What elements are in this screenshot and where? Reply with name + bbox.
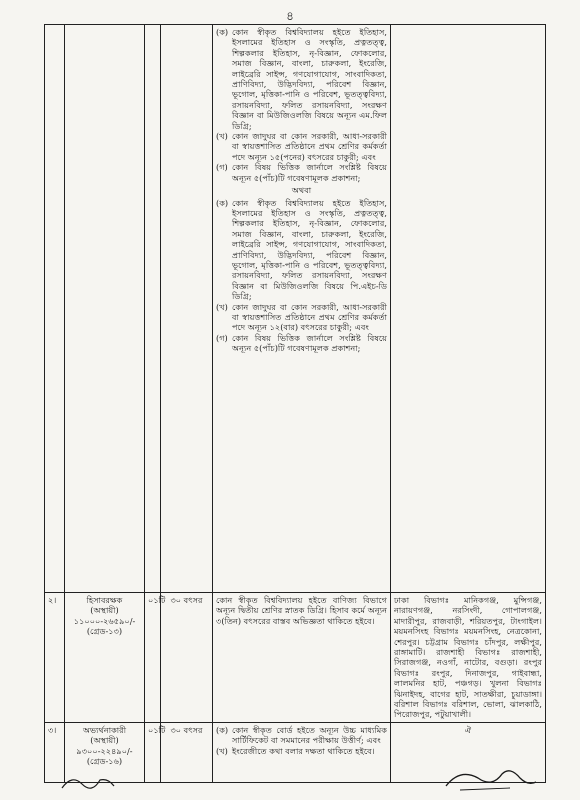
qualification-cell: কোন স্বীকৃত বিশ্ববিদ্যালয় হইতে বাণিজ্য বিভাগে অন্যূন দ্বিতীয় শ্রেণির স্নাতক ডিগ্রি। হিসাব কর্মে অন্যূন ৩(তিন) বৎসরের বাস্তব অভিজ্ঞতা থাকিতে হইবে। [213,593,391,723]
quantity-cell: ০১টি [145,593,161,723]
qualification-cell [213,722,391,782]
signature-right [440,764,540,796]
recruitment-table [44,24,546,783]
district-cell [391,25,546,593]
age-cell: ৩০ বৎসর [161,593,213,723]
signature-left [58,768,118,796]
post-title: হিসাবরক্ষক [86,595,123,605]
qualification-item: (ক) কোন স্বীকৃত বিশ্ববিদ্যালয় হইতে ইতিহাস, ইসলামের ইতিহাস ও সংস্কৃতি, প্রত্নতত্ত্ব, শিল্পকলার ইতিহাস, নৃ-বিজ্ঞান, ফোকলোর, সমাজ বিজ্ঞান, বাংলা, চারুকলা, ইংরেজি, লাইব্রেরি সাইন্স, গণযোগাযোগ, সাংবাদিকতা, প্রাণিবিদ্যা, উদ্ভিদবিদ্যা, পরিবেশ বিজ্ঞান, ভূগোল, মৃত্তিকা-পানি ও পরিবেশ, ভূতত্ত্ববিদ্যা, রসায়নবিদ্যা, ফলিত রসায়নবিদ্যা, সংরক্ষণ বিজ্ঞান বা মিউজিওলজি বিষয়ে অন্যূন এম.ফিল ডিগ্রি; [216,27,387,131]
table-row-continuation [45,25,546,593]
qualification-item: (খ) ইংরেজীতে কথা বলার দক্ষতা থাকিতে হইবে। [216,745,375,756]
district-cell: ঐ [391,722,546,782]
serial-cell: ৩। [45,722,65,782]
post-grade: (গ্রেড-১৬) [86,756,123,767]
table-row [45,593,546,723]
district-cell: ঢাকা বিভাগঃ মানিকগঞ্জ, মুন্সিগঞ্জ, নারায়ণগঞ্জ, নরসিংদী, গোপালগঞ্জ, মাদারীপুর, রাজবাড়ী, শরিয়তপুর, টাংগাইল। ময়মনসিংহ বিভাগঃ ময়মনসিংহ, নেত্রকোনা, শেরপুর। চট্টগ্রাম বিভাগঃ চাঁদপুর, লক্ষীপুর, রাঙ্গামাটি। রাজশাহী বিভাগঃ রাজশাহী, সিরাজগঞ্জ, নওগাঁ, নাটোর, বগুড়া। রংপুর বিভাগঃ রংপুর, দিনাজপুর, গাইবান্ধা, লালমনির হাট, পঞ্চগড়। খুলনা বিভাগঃ ঝিনাইদহ, বাগের হাট, সাতক্ষীরা, চুয়াডাঙ্গা। বরিশাল বিভাগঃ বরিশাল, ভোলা, ঝালকাঠি, পিরোজপুর, পটুয়াখালী। [391,593,546,723]
qualification-cell [213,25,391,593]
qualification-item: (খ) কোন জাদুঘর বা কোন সরকারী, আধা-সরকারী বা স্বায়ত্তশাসিত প্রতিষ্ঠানে প্রথম শ্রেণির কর্মকর্তা পদে অন্যূন ১২(বার) বৎসরের চাকুরী; এবং [216,301,387,333]
post-pay-scale: ৯৩০০-২২৪৯০/- [76,745,133,756]
post-cell [65,25,145,593]
page-number: ৪ [286,9,294,23]
qualification-item: (ক) কোন স্বীকৃত বিশ্ববিদ্যালয় হইতে ইতিহাস, ইসলামের ইতিহাস ও সংস্কৃতি, প্রত্নতত্ত্ব, শিল্পকলার ইতিহাস, নৃ-বিজ্ঞান, ফোকলোর, সমাজ বিজ্ঞান, বাংলা, চারুকলা, ইংরেজি, লাইব্রেরি সাইন্স, গণযোগাযোগ, সাংবাদিকতা, প্রাণিবিদ্যা, উদ্ভিদবিদ্যা, পরিবেশ বিজ্ঞান, ভূগোল, মৃত্তিকা-পানি ও পরিবেশ, ভূতত্ত্ববিদ্যা, রসায়নবিদ্যা, ফলিত রসায়নবিদ্যা, সংরক্ষণ বিজ্ঞান বা মিউজিওলজি বিষয়ে পি.এইচ-ডি ডিগ্রি; [216,197,387,302]
serial-cell: ২। [45,593,65,723]
age-cell: ৩০ বৎসর [161,722,213,782]
quantity-cell: ০১টি [145,722,161,782]
age-cell [161,25,213,593]
qualification-item: (খ) কোন জাদুঘর বা কোন সরকারী, আধা-সরকারী বা স্বায়ত্তশাসিত প্রতিষ্ঠানে প্রথম শ্রেণির কর্মকর্তা পদে অন্যূন ১৫(পনের) বৎসরের চাকুরী; এবং [216,131,387,162]
post-status: (অস্থায়ী) [90,605,119,616]
qualification-item: (ক) কোন স্বীকৃত বোর্ড হইতে অন্যূন উচ্চ মাধ্যমিক সার্টিফিকেট বা সমমানের পরীক্ষায় উত্তীর্ণ; এবং [216,724,387,746]
post-pay-scale: ১১০০০-২৬৫৯০/- [73,615,136,626]
post-cell [65,593,145,723]
post-grade: (গ্রেড-১৩) [86,626,123,637]
qualification-item: (গ) কোন বিষয় ভিত্তিক জার্নালে সংশ্লিষ্ট বিষয়ে অন্যূন ৫(পাঁচ)টি গবেষণামূলক প্রকাশনা; [216,162,387,183]
or-separator: অথবা [291,185,312,196]
post-title: অভ্যর্থনাকারী [82,724,127,735]
post-status: (অস্থায়ী) [90,735,119,746]
qualification-item: (গ) কোন বিষয় ভিত্তিক জার্নালে সংশ্লিষ্ট বিষয়ে অন্যূন ৫(পাঁচ)টি গবেষণামূলক প্রকাশনা; [216,332,387,354]
serial-cell [45,25,65,593]
quantity-cell [145,25,161,593]
